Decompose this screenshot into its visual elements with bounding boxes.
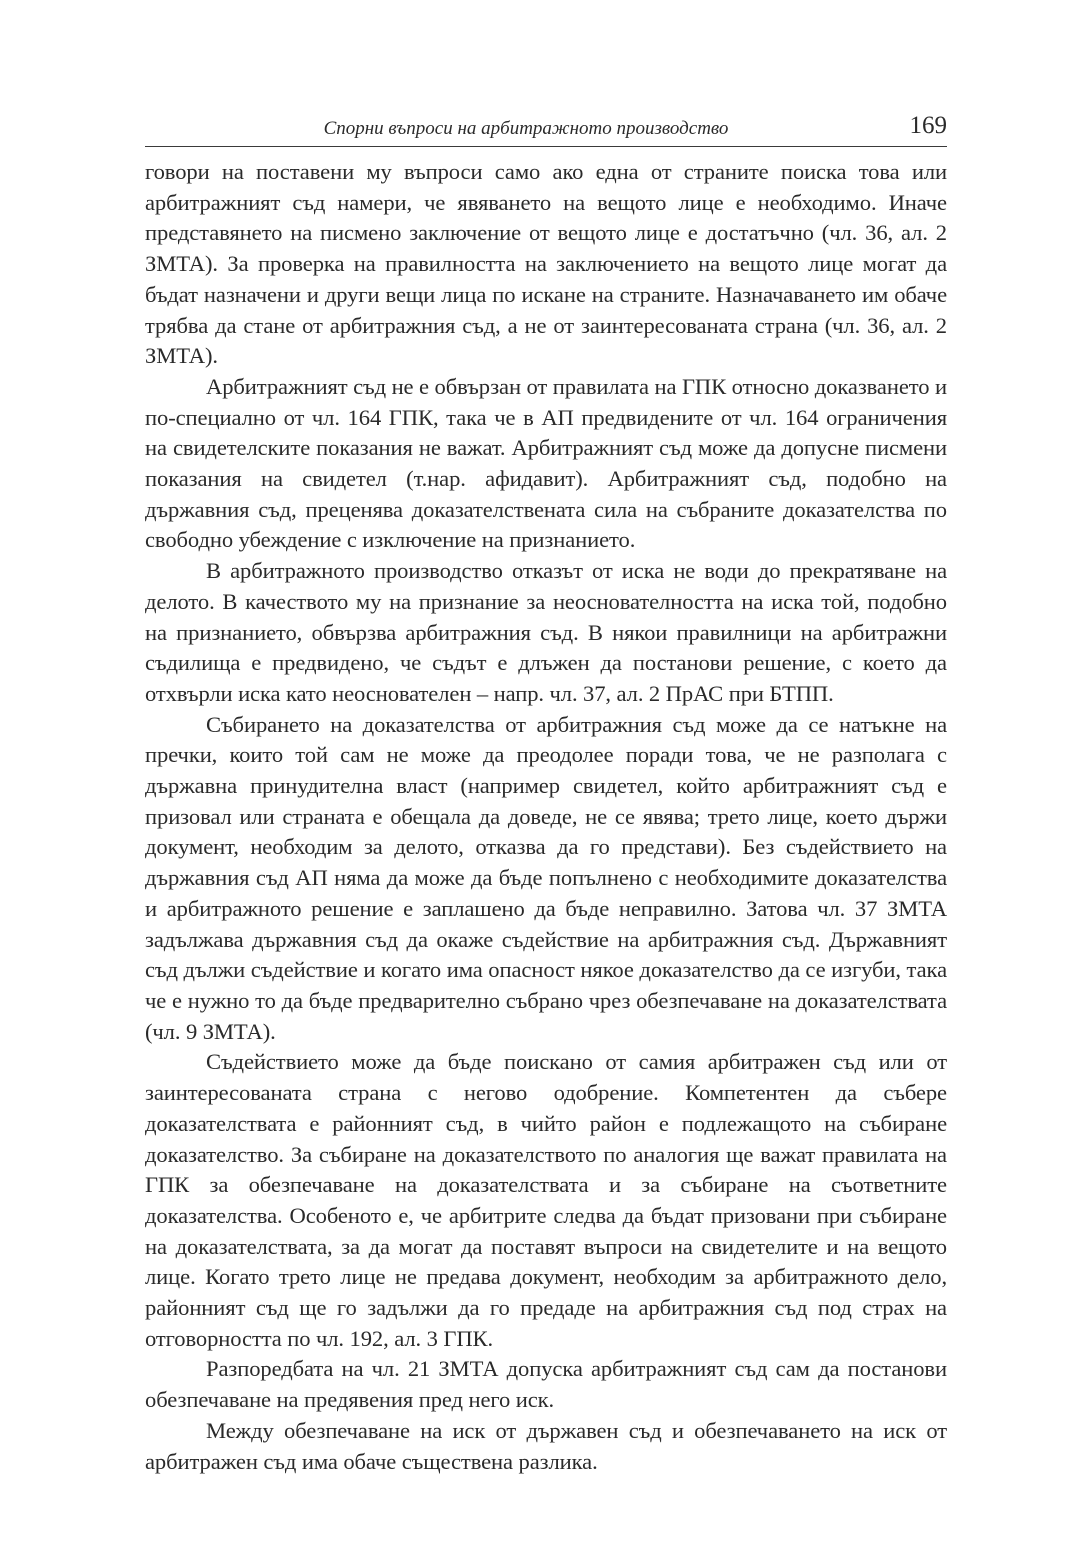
running-title: Спорни въпроси на арбитражното производство (323, 118, 729, 139)
paragraph-4: Събирането на доказателства от арбитражния съд може да се натъкне на пречки, които той сам не може да преодолее поради това, че не разполага с държавна принудителна власт (например свидетел, който арбитражният съд е призовал или страната е обещала да доведе, не се явява; трето лице, което държи документ, необходим за делото, отказва да го представи). Без съдействието на държавния съд АП няма да може да бъде попълнено с необходимите доказателства и арбитражното решение е заплашено да бъде неправилно. Затова чл. 37 ЗМТА задължава държавния съд да окаже съдействие на арбитражния съд. Държавният съд дължи съдействие и когато има опасност някое доказателство да се изгуби, така че е нужно то да бъде предварително събрано чрез обезпечаване на доказателствата (чл. 9 ЗМТА). (145, 711, 947, 1044)
document-page (145, 112, 947, 1477)
paragraph-3: В арбитражното производство отказът от иска не води до прекратяване на делото. В качеството му на признание за неоснователността на иска той, подобно на признанието, обвързва арбитражния съд. В някои правилници на арбитражни съдилища е предвидено, че съдът е длъжен да постанови решение, с което да отхвърли иска като неоснователен – напр. чл. 37, ал. 2 ПрАС при БТПП. (145, 558, 947, 706)
body-text (145, 157, 947, 1477)
running-header (145, 112, 947, 147)
paragraph-7: Между обезпечаване на иск от държавен съд и обезпечаването на иск от арбитражен съд има обаче съществена разлика. (145, 1417, 947, 1474)
paragraph-5: Съдействието може да бъде поискано от самия арбитражен съд или от заинтересованата страна с негово одобрение. Компетентен да събере доказателствата е районният съд, в чийто район е подлежащото на събиране доказателство. За събиране на доказателството по аналогия ще важат правилата на ГПК за обезпечаване на доказателствата и за събиране на съответните доказателства. Особеното е, че арбитрите следва да бъдат призовани при събиране на доказателствата, за да могат да поставят въпроси на свидетелите и на вещото лице. Когато трето лице не предава документ, необходим за арбитражното дело, районният съд ще го задължи да го предаде на арбитражния съд под страх на отговорността по чл. 192, ал. 3 ГПК. (145, 1049, 947, 1351)
paragraph-6: Разпоредбата на чл. 21 ЗМТА допуска арбитражният съд сам да постанови обезпечаване на предявения пред него иск. (145, 1356, 947, 1413)
page-number: 169 (909, 112, 947, 139)
paragraph-2: Арбитражният съд не е обвързан от правилата на ГПК относно доказването и по-специално от чл. 164 ГПК, така че в АП предвидените от чл. 164 ограничения на свидетелските показания не важат. Арбитражният съд може да допусне писмени показания на свидетел (т.нар. афидавит). Арбитражният съд, подобно на държавния съд, преценява доказателствената сила на събраните доказателства по свободно убеждение с изключение на признанието. (145, 373, 947, 553)
paragraph-1: говори на поставени му въпроси само ако една от страните поиска това или арбитражният съд намери, че явяването на вещото лице е необходимо. Иначе представянето на писмено заключение от вещото лице е достатъчно (чл. 36, ал. 2 ЗМТА). За проверка на правилността на заключението на вещото лице могат да бъдат назначени и други вещи лица по искане на страните. Назначаването им обаче трябва да стане от арбитражния съд, а не от заинтересованата страна (чл. 36, ал. 2 ЗМТА). (145, 159, 947, 369)
